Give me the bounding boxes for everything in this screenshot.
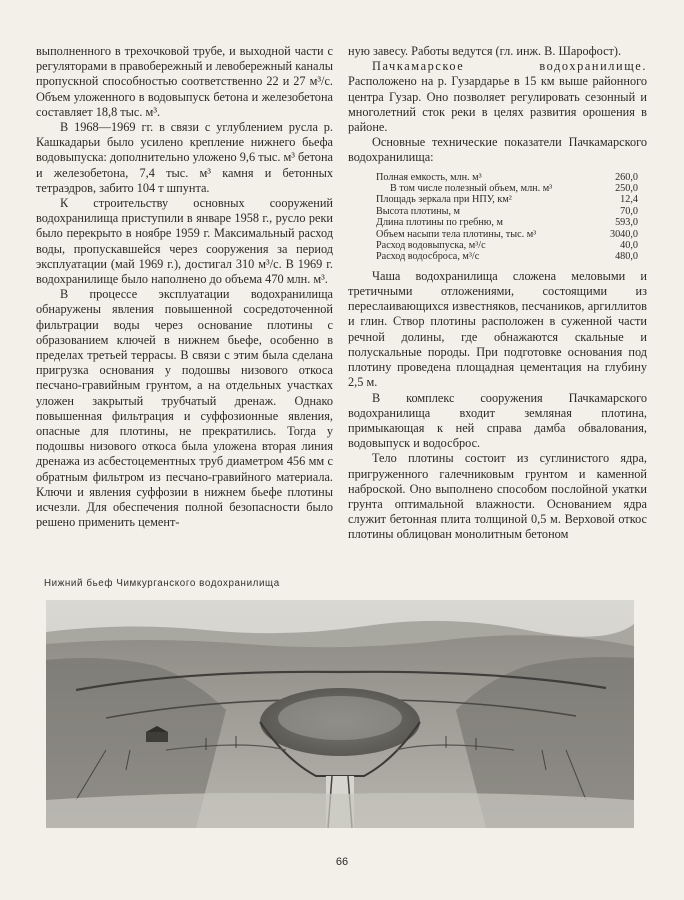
- spec-label: В том числе полезный объем, млн. м³: [390, 183, 553, 195]
- page-number: 66: [335, 856, 349, 868]
- paragraph: В комплекс сооружения Пачкамарского водохранилища входит земляная плотина, примыкающая к ней справа дамба обвалования, водовыпуск и водосброс.: [348, 390, 647, 451]
- spec-row: [376, 183, 638, 194]
- spec-label: Длина плотины по гребню, м: [376, 217, 503, 229]
- spec-row: [376, 217, 638, 228]
- spec-label: Объем насыпи тела плотины, тыс. м³: [376, 228, 537, 240]
- spec-value: 593,0: [615, 217, 638, 229]
- spec-row: [376, 251, 638, 262]
- photo-caption: Нижний бьеф Чимкурганского водохранилища: [44, 578, 280, 589]
- paragraph: Чаша водохранилища сложена меловыми и третичными отложениями, состоящими из переслаивающихся известняков, песчаников, аргиллитов и глин. Створ плотины расположен в суженной части речной долины, где обнажаются скальные и полускальные породы. При подготовке основания под плотину проведена площадная цементация на глубину 2,5 м.: [348, 268, 647, 390]
- left-text-column: [36, 44, 333, 531]
- paragraph: ную завесу. Работы ведутся (гл. инж. В. Шарофост).: [348, 44, 622, 58]
- spec-label: Площадь зеркала при НПУ, км²: [376, 194, 512, 206]
- paragraph: В 1968—1969 гг. в связи с углублением русла р. Кашкадарьи было усилено крепление нижнего бьефа водовыпуска: дополнительно уложено 9,6 тыс. м³ бетона и железобетона, 7,4 тыс. м³ камня и бетонных тетраэдров, забито 104 т шпунта.: [36, 120, 333, 195]
- spec-label: Расход водосброса, м³/с: [376, 251, 480, 263]
- spec-label: Расход водовыпуска, м³/с: [376, 240, 486, 252]
- spec-value: 70,0: [620, 205, 638, 217]
- paragraph: выполненного в трехочковой трубе, и выходной части с регуляторами в правобережный и левобережный каналы пропускной способностью соответственно 22 и 27 м³/с. Объем уложенного в водовыпуск бетона и железобетона составляет 18,8 тыс. м³.: [36, 44, 333, 119]
- paragraph: Основные технические показатели Пачкамарского водохранилища:: [348, 135, 647, 165]
- spec-row: [376, 206, 638, 217]
- section-title: Пачкамарское водохранилище.: [372, 59, 647, 74]
- spec-value: 3040,0: [609, 228, 638, 240]
- paragraph: В процессе эксплуатации водохранилища обнаружены явления повышенной сосредоточенной фильтрации воды через основание плотины с образованием ключей в нижнем бьефе, особенно в пределах третьей террасы. В связи с этим была сделана пригрузка основания у подошвы низового откоса песчано-гравийным грунтом, а на отдельных участках уложен закрытый трубчатый дренаж. Однако повышенная фильтрация и суффозионные явления, опасные для плотины, не прекратились. Тогда у подошвы низового откоса была уложена вторая линия дренажа из асбестоцементных труб диаметром 456 мм с обратным фильтром из песчано-гравийного материала. Ключи и явления суффозии в нижнем бьефе плотины исчезли. Для обеспечения полной безопасности было решено применить цемент-: [36, 287, 333, 530]
- spec-value: 12,4: [620, 194, 638, 206]
- paragraph: [348, 59, 647, 135]
- reservoir-photo: [46, 600, 634, 828]
- spec-value: 260,0: [615, 171, 638, 183]
- spec-row: [376, 229, 638, 240]
- paragraph: К строительству основных сооружений водохранилища приступили в январе 1958 г., русло реки было перекрыто в ноябре 1959 г. Максимальный расход воды, пропускавшейся через сооружения за период эксплуатации (май 1969 г.), достигал 310 м³/с. В 1969 г. водохранилище было наполнено до объема 470 млн. м³.: [36, 196, 333, 287]
- spec-value: 40,0: [620, 240, 638, 252]
- technical-specs-table: [376, 172, 638, 263]
- spec-row: [376, 240, 638, 251]
- spec-label: Полная емкость, млн. м³: [376, 171, 482, 183]
- spec-row: [376, 194, 638, 205]
- paragraph: Тело плотины состоит из суглинистого ядра, пригруженного галечниковым грунтом и каменной наброской. Оно выполнено способом послойной укатки грунта оптимальной влажности. Основанием ядра служит бетонная плита толщиной 0,5 м. Верховой откос плотины облицован монолитным бетоном: [348, 451, 647, 542]
- spec-label: Высота плотины, м: [376, 205, 461, 217]
- right-text-column: [348, 44, 647, 543]
- paragraph-text: Расположено на р. Гузардарье в 15 км выше районного центра Гузар. Оно позволяет регулировать сезонный и многолетний сток реки в целях развития орошения в районе.: [348, 74, 647, 135]
- spec-value: 250,0: [615, 183, 638, 195]
- spec-value: 480,0: [615, 251, 638, 263]
- spec-row: [376, 172, 638, 183]
